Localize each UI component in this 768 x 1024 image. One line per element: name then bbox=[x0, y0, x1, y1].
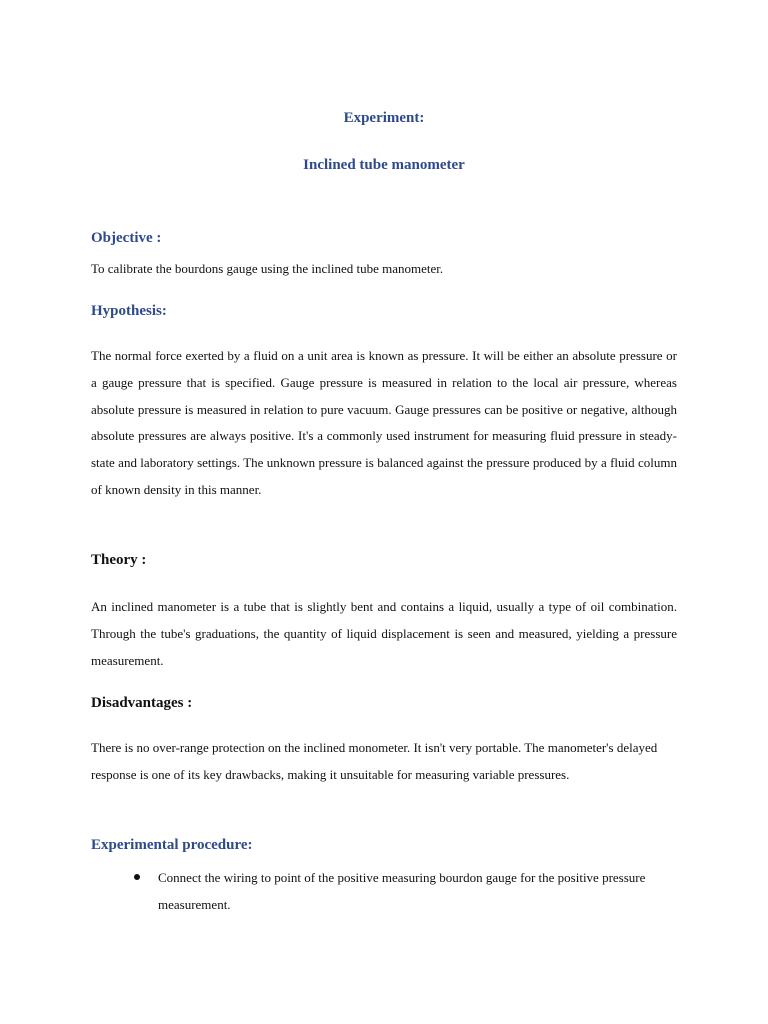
hypothesis-heading: Hypothesis: bbox=[91, 303, 167, 319]
experiment-label: Experiment: bbox=[343, 110, 425, 126]
procedure-heading: Experimental procedure: bbox=[91, 837, 253, 853]
bullet-icon bbox=[134, 874, 140, 880]
theory-text: An inclined manometer is a tube that is slightly bent and contains a liquid, usually a type of oil combination. Through the tube's graduations, the quantity of liquid displacement is seen and measured, yielding a pressure measurement. bbox=[91, 599, 677, 668]
experiment-title: Inclined tube manometer bbox=[303, 157, 465, 173]
disadvantages-heading: Disadvantages : bbox=[91, 695, 193, 711]
hypothesis-text: The normal force exerted by a fluid on a unit area is known as pressure. It will be either an absolute pressure or a gauge pressure that is specified. Gauge pressure is measured in relation to the local air pressure, whereas absolute pressure is measured in relation to pure vacuum. Gauge pressures can be positive or negative, although absolute pressures are always positive. It's a commonly used instrument for measuring fluid pressure in steady-state and laboratory settings. The unknown pressure is balanced against the pressure produced by a fluid column of known density in this manner. bbox=[91, 348, 677, 497]
theory-heading: Theory : bbox=[91, 552, 147, 568]
objective-heading: Objective : bbox=[91, 230, 162, 246]
disadvantages-text: There is no over-range protection on the inclined monometer. It isn't very portable. The manometer's delayed response is one of its key drawbacks, making it unsuitable for measuring variable pressures. bbox=[91, 740, 658, 782]
objective-text: To calibrate the bourdons gauge using the inclined tube manometer. bbox=[91, 261, 444, 276]
procedure-item-text: Connect the wiring to point of the positive measuring bourdon gauge for the positive pressure measurement. bbox=[158, 870, 646, 912]
